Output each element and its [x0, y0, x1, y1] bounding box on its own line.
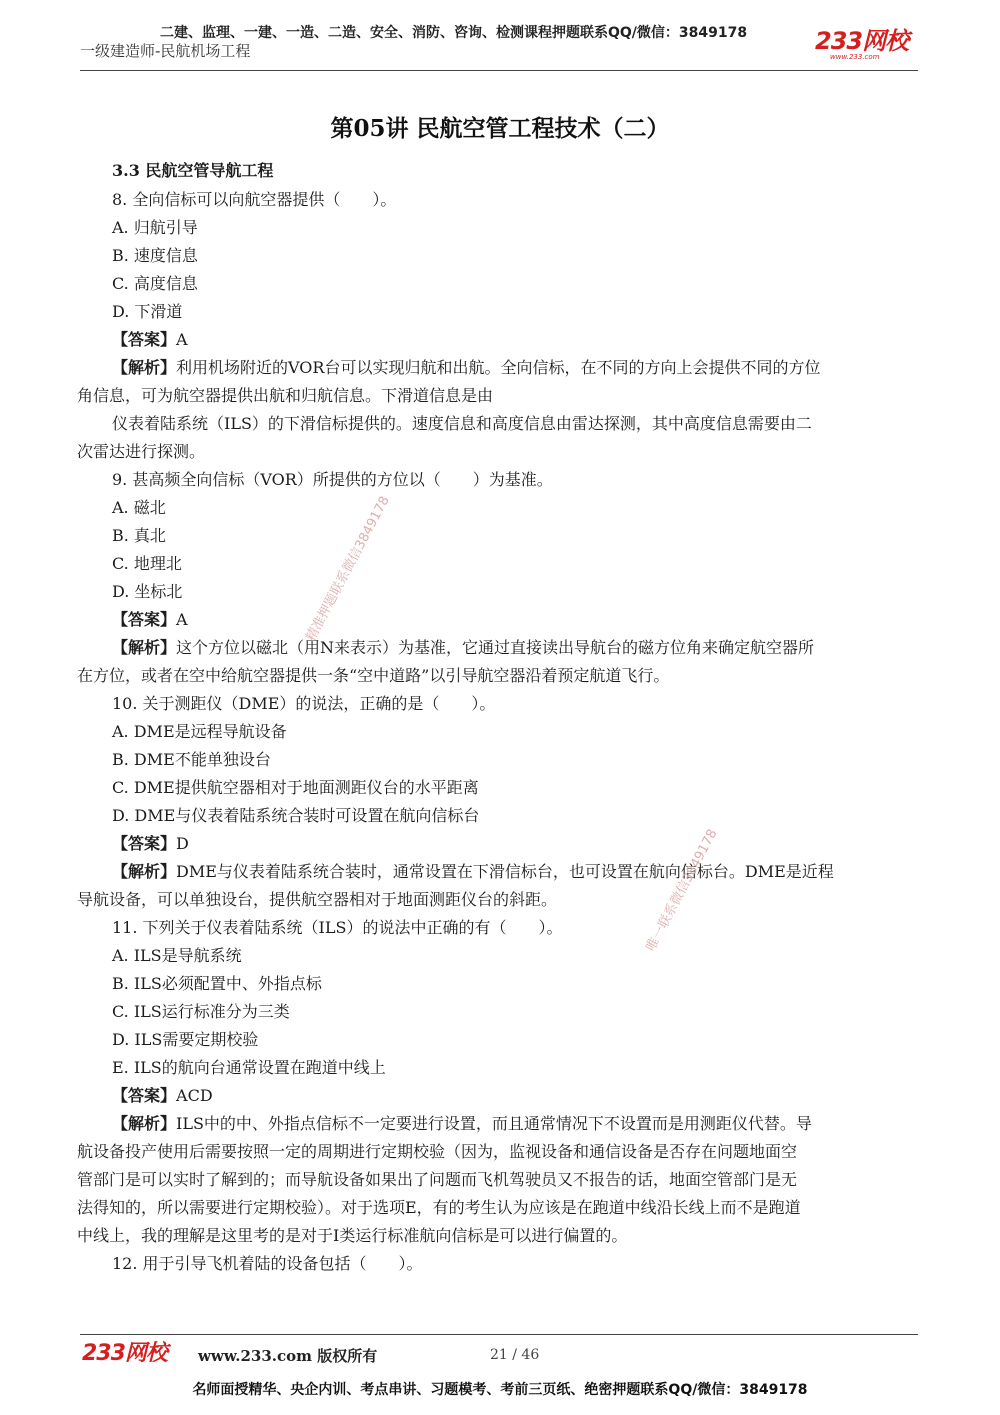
section-heading: 3.3 民航空管导航工程 [112, 161, 274, 180]
text-line: 法得知的，所以需要进行定期校验）。对于选项E，有的考生认为应该是在跑道中线沿长线上而不是跑道 [77, 1198, 801, 1217]
text-line: 仪表着陆系统（ILS）的下滑信标提供的。速度信息和高度信息由雷达探测，其中高度信息需要由二 [112, 414, 812, 433]
line-label: 【答案】 [112, 834, 177, 853]
text-line: E. ILS的航向台通常设置在跑道中线上 [112, 1058, 386, 1077]
explanation-line [112, 862, 834, 882]
line-text: 利用机场附近的VOR台可以实现归航和出航。全向信标，在不同的方向上会提供不同的方位 [176, 358, 821, 377]
text-line: 9. 甚高频全向信标（VOR）所提供的方位以（ ）为基准。 [112, 470, 553, 489]
text-line: C. DME提供航空器相对于地面测距仪台的水平距离 [112, 778, 479, 797]
footer-logo: 233网校 [82, 1341, 167, 1366]
text-line: A. 磁北 [112, 498, 166, 517]
text-line: D. ILS需要定期校验 [112, 1030, 259, 1049]
text-line: B. 速度信息 [112, 246, 198, 265]
header-divider [80, 70, 918, 71]
answer-line [112, 610, 188, 630]
line-label: 【答案】 [112, 1086, 177, 1105]
text-line: 导航设备，可以单独设台，提供航空器相对于地面测距仪台的斜距。 [77, 890, 558, 909]
watermark: 唯一联系微信3849178 [643, 826, 721, 954]
text-line: 10. 关于测距仪（DME）的说法，正确的是（ ）。 [112, 694, 496, 713]
explanation-line [112, 1114, 812, 1134]
text-line: 次雷达进行探测。 [77, 442, 206, 461]
text-line: 11. 下列关于仪表着陆系统（ILS）的说法中正确的有（ ）。 [112, 918, 563, 937]
header-banner: 二建、监理、一建、一造、二造、安全、消防、咨询、检测课程押题联系QQ/微信：3849178 [160, 25, 748, 41]
text-line: 8. 全向信标可以向航空器提供（ ）。 [112, 190, 397, 209]
watermark: 精准押题联系微信3849178 [303, 493, 393, 644]
explanation-line [112, 638, 814, 658]
page-number: 21 / 46 [490, 1347, 540, 1363]
line-text: A [176, 330, 188, 349]
text-line: B. ILS必须配置中、外指点标 [112, 974, 322, 993]
footer-divider [80, 1334, 918, 1335]
answer-line [112, 330, 188, 350]
text-line: C. 高度信息 [112, 274, 198, 293]
line-label: 【解析】 [112, 1114, 177, 1133]
line-text: 这个方位以磁北（用N来表示）为基准，它通过直接读出导航台的磁方位角来确定航空器所 [176, 638, 815, 657]
line-label: 【解析】 [112, 358, 177, 377]
text-line: B. 真北 [112, 526, 166, 545]
text-line: 12. 用于引导飞机着陆的设备包括（ ）。 [112, 1254, 423, 1273]
text-line: D. 下滑道 [112, 302, 183, 321]
footer-banner: 名师面授精华、央企内训、考点串讲、习题模考、考前三页纸、绝密押题联系QQ/微信：3849178 [192, 1382, 808, 1398]
explanation-line [112, 358, 820, 378]
answer-line [112, 1086, 213, 1106]
line-text: ACD [176, 1086, 213, 1105]
text-line: 中线上，我的理解是这里考的是对于I类运行标准航向信标是可以进行偏置的。 [77, 1226, 628, 1245]
text-line: D. 坐标北 [112, 582, 183, 601]
text-line: B. DME不能单独设台 [112, 750, 271, 769]
text-line: A. DME是远程导航设备 [112, 722, 287, 741]
line-text: DME与仪表着陆系统合装时，通常设置在下滑信标台，也可设置在航向信标台。DME是近程 [176, 862, 834, 881]
text-line: D. DME与仪表着陆系统合装时可设置在航向信标台 [112, 806, 480, 825]
text-line: 管部门是可以实时了解到的；而导航设备如果出了问题而飞机驾驶员又不报告的话，地面空管部门是无 [77, 1170, 798, 1189]
text-line: 航设备投产使用后需要按照一定的周期进行定期校验（因为，监视设备和通信设备是否存在问题地面空 [77, 1142, 798, 1161]
text-line: A. ILS是导航系统 [112, 946, 242, 965]
page-title: 第05讲 民航空管工程技术（二） [330, 115, 670, 142]
text-line: C. ILS运行标准分为三类 [112, 1002, 290, 1021]
text-line: 角信息，可为航空器提供出航和归航信息。下滑道信息是由 [77, 386, 494, 405]
brand-logo-url: www.233.com [830, 53, 880, 61]
line-text: ILS中的中、外指点信标不一定要进行设置，而且通常情况下不设置而是用测距仪代替。导 [176, 1114, 812, 1133]
line-label: 【答案】 [112, 330, 177, 349]
text-line: C. 地理北 [112, 554, 182, 573]
line-text: A [176, 610, 188, 629]
document-subject: 一级建造师-民航机场工程 [80, 42, 251, 60]
line-text: D [176, 834, 189, 853]
footer-copyright: www.233.com 版权所有 [198, 1347, 378, 1365]
brand-logo: 233网校 [815, 27, 909, 55]
text-line: A. 归航引导 [112, 218, 198, 237]
text-line: 在方位，或者在空中给航空器提供一条“空中道路”以引导航空器沿着预定航道飞行。 [77, 666, 670, 685]
answer-line [112, 834, 189, 854]
line-label: 【解析】 [112, 638, 177, 657]
line-label: 【答案】 [112, 610, 177, 629]
line-label: 【解析】 [112, 862, 177, 881]
